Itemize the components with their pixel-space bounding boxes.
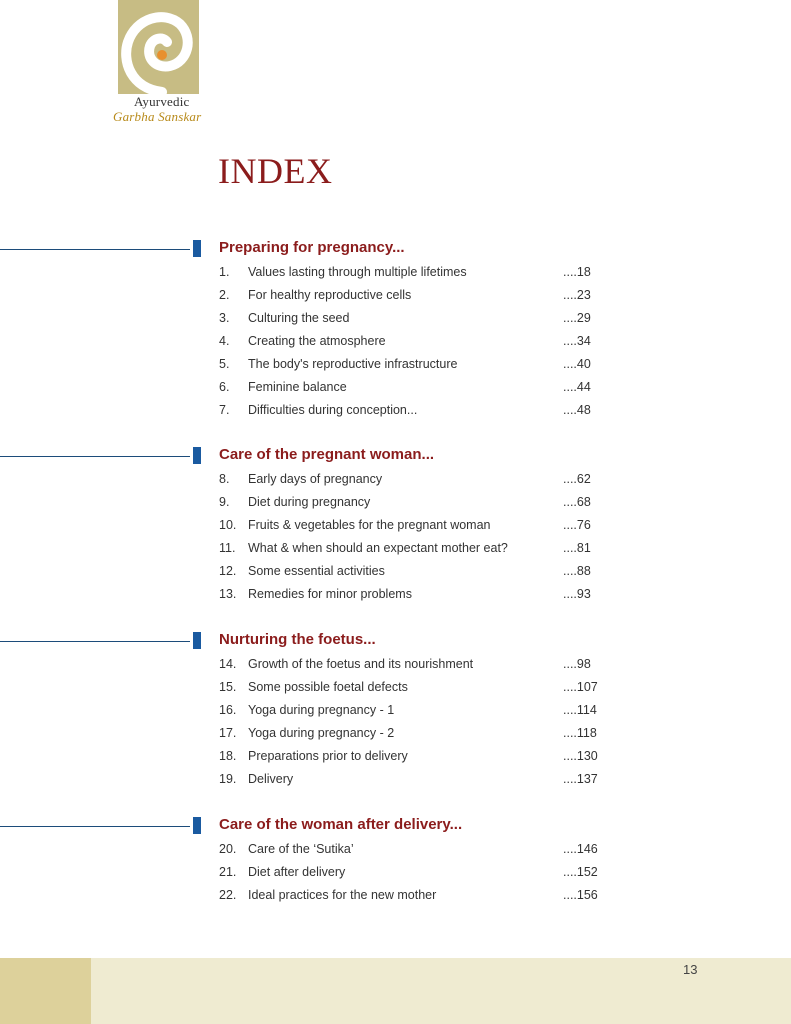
entry-title: Culturing the seed [248, 311, 350, 325]
page-number: 13 [683, 962, 698, 977]
entry-number: 10. [219, 518, 237, 532]
entry-title: Values lasting through multiple lifetimes [248, 265, 467, 279]
entry-number: 4. [219, 334, 230, 348]
entry-title: Remedies for minor problems [248, 587, 412, 601]
entry-page: ....23 [563, 288, 591, 302]
index-entry [0, 541, 791, 564]
index-entry [0, 726, 791, 749]
index-entry [0, 657, 791, 680]
entry-page: ....93 [563, 587, 591, 601]
section-marker [193, 447, 201, 464]
index-entry [0, 518, 791, 541]
index-entry [0, 403, 791, 426]
entry-number: 14. [219, 657, 237, 671]
entry-number: 3. [219, 311, 230, 325]
index-entry [0, 472, 791, 495]
entry-number: 16. [219, 703, 237, 717]
entry-title: The body's reproductive infrastructure [248, 357, 458, 371]
entry-page: ....29 [563, 311, 591, 325]
entry-number: 9. [219, 495, 230, 509]
entry-title: Ideal practices for the new mother [248, 888, 437, 902]
entry-title: Yoga during pregnancy - 1 [248, 703, 395, 717]
section-title: Care of the pregnant woman... [219, 446, 435, 463]
index-entry [0, 680, 791, 703]
entry-title: Preparations prior to delivery [248, 749, 408, 763]
entry-title: Fruits & vegetables for the pregnant woman [248, 518, 491, 532]
entry-title: Growth of the foetus and its nourishment [248, 657, 474, 671]
entry-page: ....44 [563, 380, 591, 394]
entry-number: 5. [219, 357, 230, 371]
section-marker [193, 240, 201, 257]
index-entry [0, 334, 791, 357]
index-entry [0, 564, 791, 587]
entry-number: 17. [219, 726, 237, 740]
entry-title: Some essential activities [248, 564, 385, 578]
entry-page: ....76 [563, 518, 591, 532]
entry-page: ....81 [563, 541, 591, 555]
entry-number: 18. [219, 749, 237, 763]
entry-page: ....48 [563, 403, 591, 417]
entry-title: Difficulties during conception... [248, 403, 418, 417]
footer-band-left [0, 958, 91, 1024]
entry-number: 19. [219, 772, 237, 786]
section-title: Nurturing the foetus... [219, 631, 376, 648]
entry-title: Diet after delivery [248, 865, 346, 879]
entry-title: Delivery [248, 772, 294, 786]
entry-title: What & when should an expectant mother eat? [248, 541, 508, 555]
entry-number: 12. [219, 564, 237, 578]
entry-page: ....40 [563, 357, 591, 371]
index-entry [0, 288, 791, 311]
index-entry [0, 311, 791, 334]
entry-number: 7. [219, 403, 230, 417]
entry-title: Care of the ‘Sutika’ [248, 842, 354, 856]
entry-number: 20. [219, 842, 237, 856]
entry-page: ....98 [563, 657, 591, 671]
entry-page: ....152 [563, 865, 598, 879]
section-rule [0, 826, 190, 827]
logo-mark [118, 0, 199, 94]
entry-number: 21. [219, 865, 237, 879]
entry-title: Feminine balance [248, 380, 347, 394]
index-entry [0, 587, 791, 610]
index-entry [0, 888, 791, 911]
index-entry [0, 703, 791, 726]
section-rule [0, 456, 190, 457]
index-entry [0, 772, 791, 795]
entry-number: 6. [219, 380, 230, 394]
swirl-logo-icon [118, 0, 199, 94]
entry-page: ....107 [563, 680, 598, 694]
index-entry [0, 380, 791, 403]
entry-page: ....88 [563, 564, 591, 578]
entry-page: ....156 [563, 888, 598, 902]
index-entry [0, 865, 791, 888]
entry-page: ....34 [563, 334, 591, 348]
section-rule [0, 249, 190, 250]
section-title: Preparing for pregnancy... [219, 239, 405, 256]
entry-title: Yoga during pregnancy - 2 [248, 726, 395, 740]
index-entry [0, 265, 791, 288]
logo-dot-icon [157, 50, 167, 60]
entry-page: ....62 [563, 472, 591, 486]
entry-number: 13. [219, 587, 237, 601]
entry-number: 1. [219, 265, 230, 279]
entry-title: For healthy reproductive cells [248, 288, 412, 302]
entry-number: 8. [219, 472, 230, 486]
entry-page: ....130 [563, 749, 598, 763]
page-title: INDEX [218, 151, 333, 191]
section-title: Care of the woman after delivery... [219, 816, 463, 833]
entry-number: 2. [219, 288, 230, 302]
index-entry [0, 842, 791, 865]
entry-title: Early days of pregnancy [248, 472, 383, 486]
logo-text-ayurvedic: Ayurvedic [134, 94, 190, 109]
section-marker [193, 817, 201, 834]
entry-page: ....146 [563, 842, 598, 856]
index-entry [0, 357, 791, 380]
index-entry [0, 495, 791, 518]
entry-number: 11. [219, 541, 236, 555]
section-marker [193, 632, 201, 649]
entry-page: ....18 [563, 265, 591, 279]
entry-title: Some possible foetal defects [248, 680, 408, 694]
entry-number: 22. [219, 888, 237, 902]
index-entry [0, 749, 791, 772]
entry-page: ....118 [563, 726, 597, 740]
entry-page: ....137 [563, 772, 598, 786]
entry-title: Creating the atmosphere [248, 334, 386, 348]
section-rule [0, 641, 190, 642]
logo-text-garbha-sanskar: Garbha Sanskar [113, 109, 202, 124]
entry-page: ....68 [563, 495, 591, 509]
entry-page: ....114 [563, 703, 597, 717]
entry-number: 15. [219, 680, 237, 694]
entry-title: Diet during pregnancy [248, 495, 371, 509]
